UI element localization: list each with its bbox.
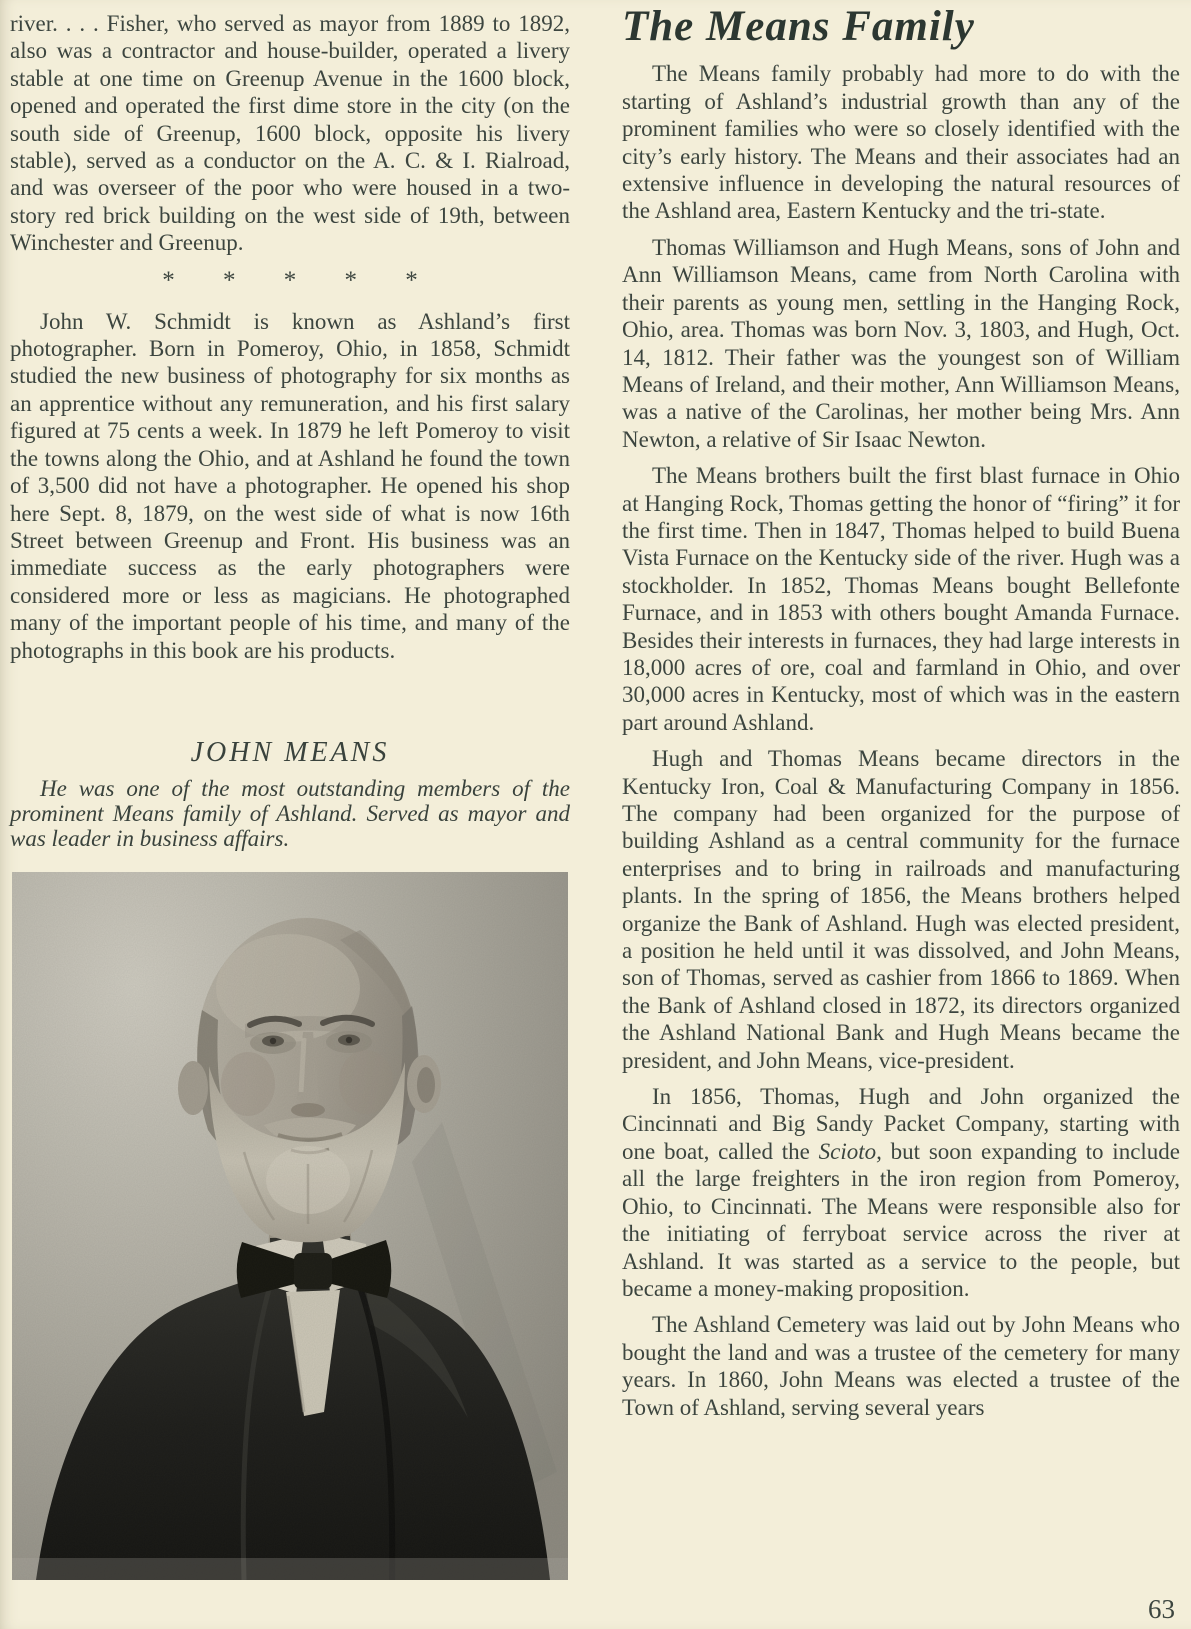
portrait-photo xyxy=(12,872,568,1580)
paragraph-schmidt: John W. Schmidt is known as Ashland’s first photographer. Born in Pomeroy, Ohio, in 1858, Schmidt studied the new business of photography for six months as an apprentice without any remuneration, and his first salary figured at 75 cents a week. In 1879 he left Pomeroy to visit the towns along the Ohio, and at Ashland he found the town of 3,500 did not have a photographer. He opened his shop here Sept. 8, 1879, on the west side of what is now 16th Street between Greenup and Front. His business was an immediate success as the early photographers were considered more or less as magicians. He photographed many of the important people of his time, and many of the photographs in this book are his products. xyxy=(10,308,570,663)
paragraph-furnaces: The Means brothers built the first blast furnace in Ohio at Hanging Rock, Thomas getting the honor of “firing” it for the first time. Then in 1847, Thomas helped to build Buena Vista Furnace on the Kentucky side of the river. Hugh was a stockholder. In 1852, Thomas Means bought Bellefonte Furnace, and in 1853 with others bought Amanda Furnace. Besides their interests in furnaces, they had large interests in 18,000 acres of ore, coal and farmland in Ohio, and over 30,000 acres in Kentucky, most of which was in the eastern part around Ashland. xyxy=(622,463,1180,735)
paragraph-packet-company xyxy=(622,1083,1180,1302)
text-run-italic-scioto: Scioto, xyxy=(818,1138,882,1164)
paragraph-cemetery: The Ashland Cemetery was laid out by John Means who bought the land and was a trustee of the cemetery for many years. In 1860, John Means was elected a trustee of the Town of Ashland, serving several years xyxy=(622,1312,1180,1420)
text-run: but soon expanding to include all the large freighters in the iron region from Pomeroy, Ohio, to Cincinnati. The Means were responsible also for the initiating of ferryboat service across the river at Ashland. It was started as a service to the people, but became a money-making proposition. xyxy=(622,1138,1180,1301)
paragraph-fisher: river. . . . Fisher, who served as mayor from 1889 to 1892, also was a contractor and house-builder, operated a livery stable at one time on Greenup Avenue in the 1600 block, opened and operated the first dime store in the city (on the south side of Greenup, 1600 block, opposite his livery stable), served as a conductor on the A. C. & I. Rialroad, and was overseer of the poor who were housed in a two-story red brick building on the west side of 19th, between Winchester and Greenup. xyxy=(10,11,570,256)
paragraph-thomas-hugh: Thomas Williamson and Hugh Means, sons of John and Ann Williamson Means, came from North Carolina with their parents as young men, settling in the Hanging Rock, Ohio, area. Thomas was born Nov. 3, 1803, and Hugh, Oct. 14, 1812. Their father was the youngest son of William Means of Ireland, and their mother, Ann Williamson Means, was a native of the Carolinas, her mother being Mrs. Ann Newton, a relative of Sir Isaac Newton. xyxy=(622,234,1180,452)
john-means-portrait-image xyxy=(12,872,568,1580)
text-run: In 1856, Thomas, Hugh and John organized the Cincinnati and Big Sandy Packet Company, starting with one boat, called the xyxy=(622,1084,1180,1164)
section-title: The Means Family xyxy=(622,3,975,50)
paragraph-bank: Hugh and Thomas Means became directors in the Kentucky Iron, Coal & Manufacturing Company in 1856. The company had been organized for the purpose of building Ashland as a central community for the furnace enterprises and to bring in railroads and manufacturing plants. In the spring of 1856, the Means brothers helped organize the Bank of Ashland. Hugh was elected president, a position he held until it was dissolved, and John Means, son of Thomas, served as cashier from 1866 to 1869. When the Bank of Ashland closed in 1872, its directors organized the Ashland National Bank and Hugh Means became the president, and John Means, vice-president. xyxy=(622,746,1180,1073)
left-column xyxy=(10,10,570,664)
page-number: 63 xyxy=(1148,1594,1175,1624)
right-column xyxy=(622,4,1180,1430)
paragraph-means-intro: The Means family probably had more to do with the starting of Ashland’s industrial growth than any of the prominent families who were so closely identified with the city’s early history. The Means and their associates had an extensive influence in developing the natural resources of the Ashland area, Eastern Kentucky and the tri-state. xyxy=(622,61,1180,224)
photo-caption: He was one of the most outstanding members of the prominent Means family of Ashland. Served as mayor and was leader in business affairs. xyxy=(10,776,570,851)
photo-heading: JOHN MEANS xyxy=(190,737,390,768)
asterisk-separator: * * * * * xyxy=(162,266,418,294)
